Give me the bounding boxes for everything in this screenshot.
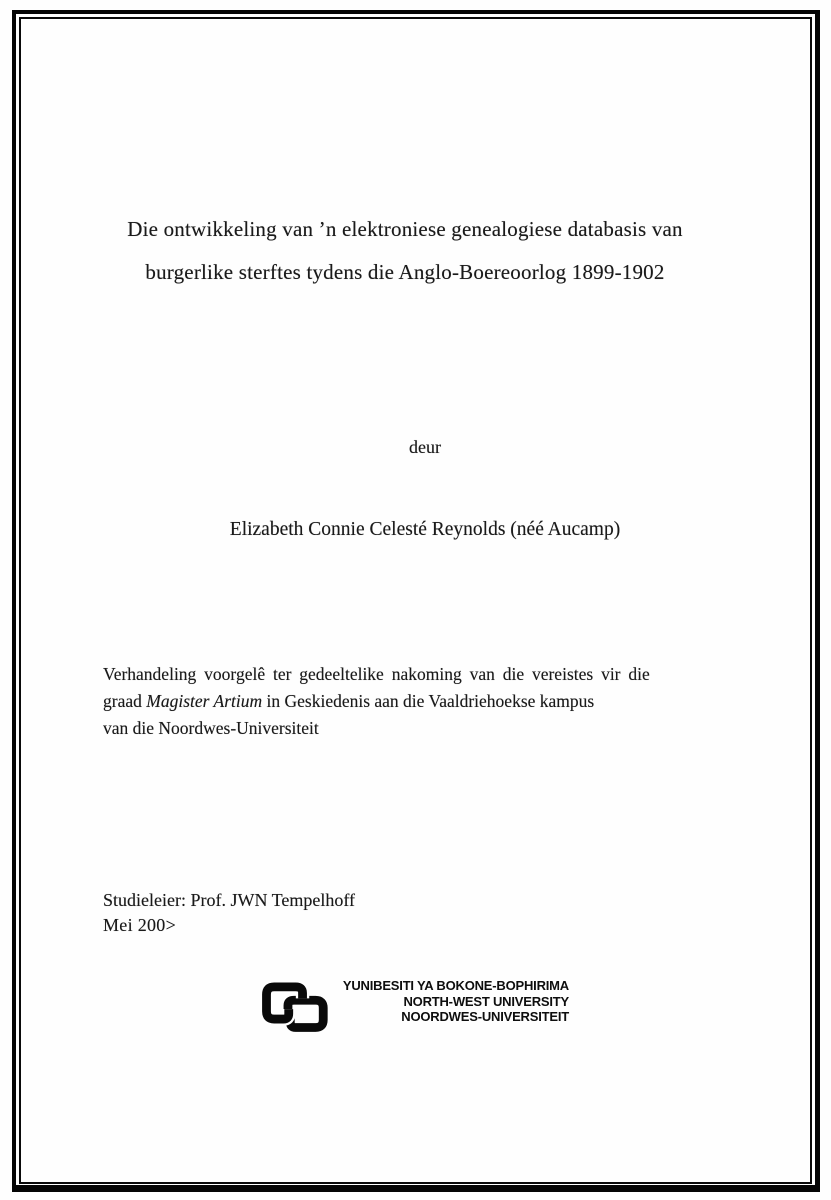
declaration-line-2: [103, 688, 735, 715]
supervisor-line: Studieleier: Prof. JWN Tempelhoff: [103, 890, 356, 910]
university-name-afrikaans: NOORDWES-UNIVERSITEIT: [401, 1009, 569, 1024]
byline: deur: [409, 437, 441, 457]
date-line: Mei 200>: [103, 915, 177, 935]
page-title: [0, 208, 810, 294]
university-name-block: [316, 978, 569, 1025]
university-name-setswana: YUNIBESITI YA BOKONE-BOPHIRIMA: [342, 978, 569, 993]
author-name: Elizabeth Connie Celesté Reynolds (néé Aucamp): [229, 519, 621, 540]
declaration-line-2-suffix: in Geskiedenis aan die Vaaldriehoekse kampus: [262, 691, 595, 711]
degree-name: Magister Artium: [146, 691, 263, 711]
supervisor-block: [103, 888, 355, 938]
declaration-line-2-prefix: graad: [103, 691, 147, 711]
title-line-2: burgerlike sterftes tydens die Anglo-Boereoorlog 1899-1902: [145, 260, 665, 284]
declaration-line-3: van die Noordwes-Universiteit: [103, 718, 319, 738]
university-name-english: NORTH-WEST UNIVERSITY: [403, 993, 569, 1009]
declaration-line-1: Verhandeling voorgelê ter gedeeltelike nakoming van die vereistes vir die: [103, 664, 650, 684]
degree-declaration: [103, 661, 735, 742]
title-line-1: Die ontwikkeling van ’n elektroniese genealogiese databasis van: [127, 217, 683, 241]
